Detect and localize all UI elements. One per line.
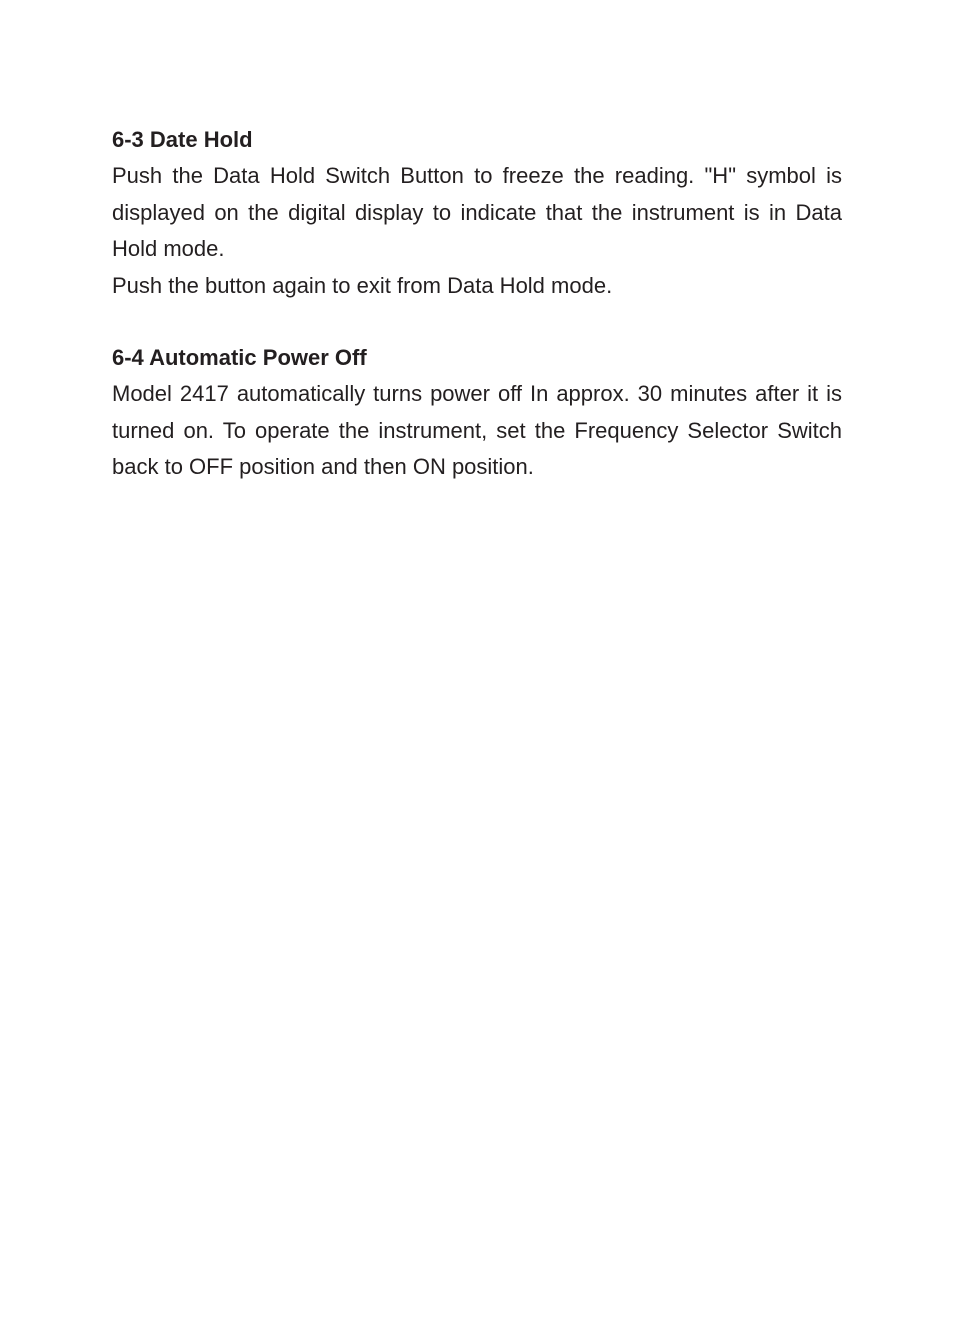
- document-page: [112, 122, 842, 486]
- section-automatic-power-off: [112, 340, 842, 486]
- section-heading: 6-3 Date Hold: [112, 127, 253, 152]
- section-heading: 6-4 Automatic Power Off: [112, 345, 367, 370]
- section-paragraph: Push the button again to exit from Data Hold mode.: [112, 272, 613, 298]
- section-paragraph: Model 2417 automatically turns power off In approx. 30 minutes after it is turned on. To operate the instrument, set the Frequency Selector Switch back to OFF position and then ON position.: [112, 381, 842, 479]
- section-data-hold: [112, 122, 842, 304]
- section-paragraph: Push the Data Hold Switch Button to freeze the reading. "H" symbol is displayed on the digital display to indicate that the instrument is in Data Hold mode.: [112, 163, 842, 261]
